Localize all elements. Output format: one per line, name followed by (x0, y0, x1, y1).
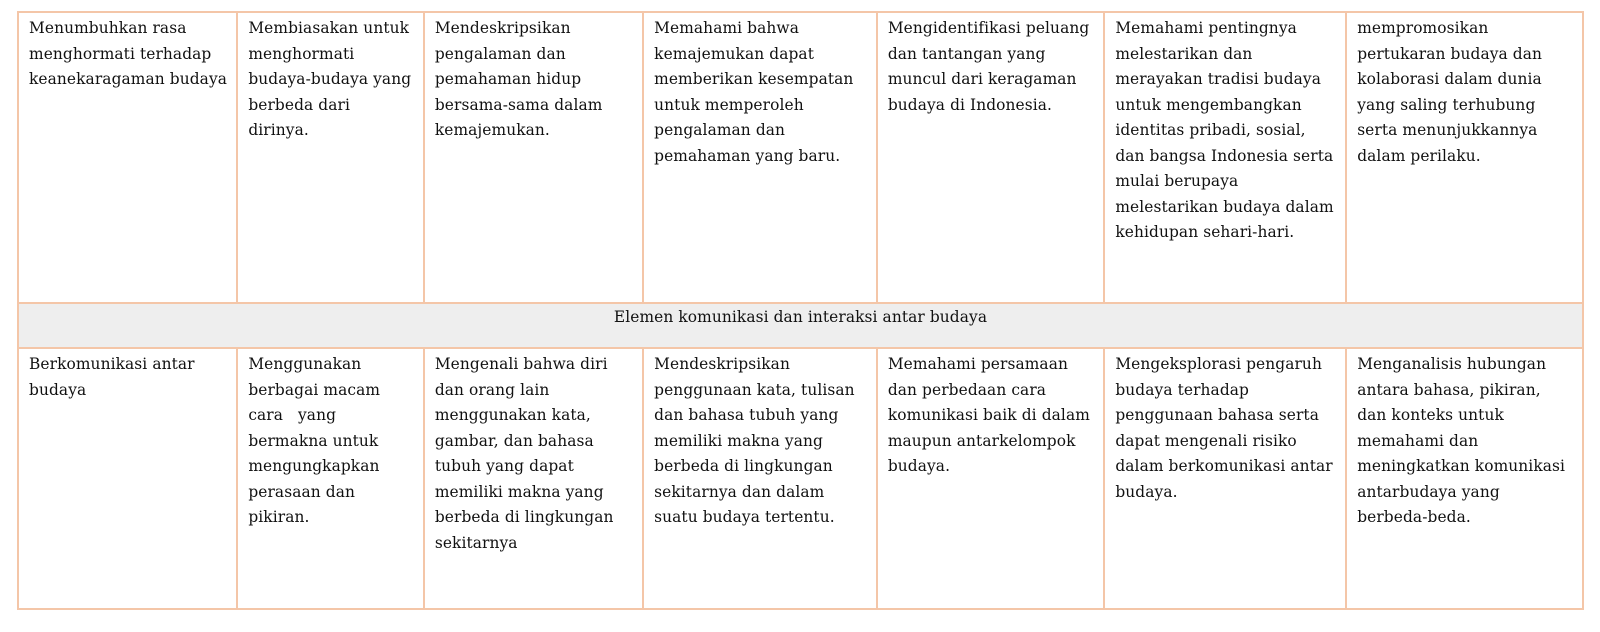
cell-text: Membiasakan untuk menghormati budaya-budaya yang berbeda dari dirinya. (248, 19, 417, 139)
cell-text: Mengidentifikasi peluang dan tantangan yang muncul dari keragaman budaya di Indonesia. (887, 19, 1095, 114)
table-row (18, 348, 1583, 609)
cell-text: Memahami persamaan dan perbedaan cara komunikasi baik di dalam maupun antarkelompok budaya. (887, 355, 1095, 475)
table-cell (643, 12, 877, 303)
table-cell (237, 348, 424, 609)
curriculum-table (17, 11, 1584, 610)
cell-text: Mendeskripsikan pengalaman dan pemahaman hidup bersama-sama dalam kemajemukan. (434, 19, 608, 139)
table-row (18, 12, 1583, 303)
table-cell (18, 12, 237, 303)
table-cell (424, 348, 643, 609)
table-cell (18, 348, 237, 609)
cell-text: mempromosikan pertukaran budaya dan kolaborasi dalam dunia yang saling terhubung serta menunjukkannya dalam perilaku. (1357, 19, 1548, 165)
cell-text: Menggunakan berbagai macam cara yang bermakna untuk mengungkapkan perasaan dan pikiran. (248, 355, 386, 526)
table-cell (1104, 348, 1346, 609)
table-cell (237, 12, 424, 303)
table-cell (1346, 348, 1583, 609)
cell-text: Menumbuhkan rasa menghormati terhadap keanekaragaman budaya (29, 19, 228, 88)
cell-text: Mendeskripsikan penggunaan kata, tulisan dan bahasa tubuh yang memiliki makna yang berbeda di lingkungan sekitarnya dan dalam suatu budaya tertentu. (654, 355, 860, 526)
section-heading: Elemen komunikasi dan interaksi antar budaya (613, 308, 988, 326)
cell-text: Berkomunikasi antar budaya (29, 355, 200, 399)
table-cell (877, 348, 1105, 609)
table-cell (1346, 12, 1583, 303)
cell-text: Memahami pentingnya melestarikan dan merayakan tradisi budaya untuk mengembangkan identitas pribadi, sosial, dan bangsa Indonesia serta mulai berupaya melestarikan budaya dalam kehidupan sehari-hari. (1115, 19, 1339, 241)
cell-text: Mengeksplorasi pengaruh budaya terhadap penggunaan bahasa serta dapat mengenali risiko dalam berkomunikasi antar budaya. (1115, 355, 1338, 501)
cell-text: Menganalisis hubungan antara bahasa, pikiran, dan konteks untuk memahami dan meningkatkan komunikasi antarbudaya yang berbeda-beda. (1357, 355, 1571, 526)
section-row (18, 303, 1583, 348)
cell-text: Mengenali bahwa diri dan orang lain menggunakan kata, gambar, dan bahasa tubuh yang dapat memiliki makna yang berbeda di lingkungan sekitarnya (434, 355, 619, 552)
table-cell (1104, 12, 1346, 303)
table-cell (424, 12, 643, 303)
cell-text: Memahami bahwa kemajemukan dapat memberikan kesempatan untuk memperoleh pengalaman dan pemahaman yang baru. (654, 19, 859, 165)
table-cell (643, 348, 877, 609)
table-cell (877, 12, 1105, 303)
section-heading-cell (18, 303, 1583, 348)
